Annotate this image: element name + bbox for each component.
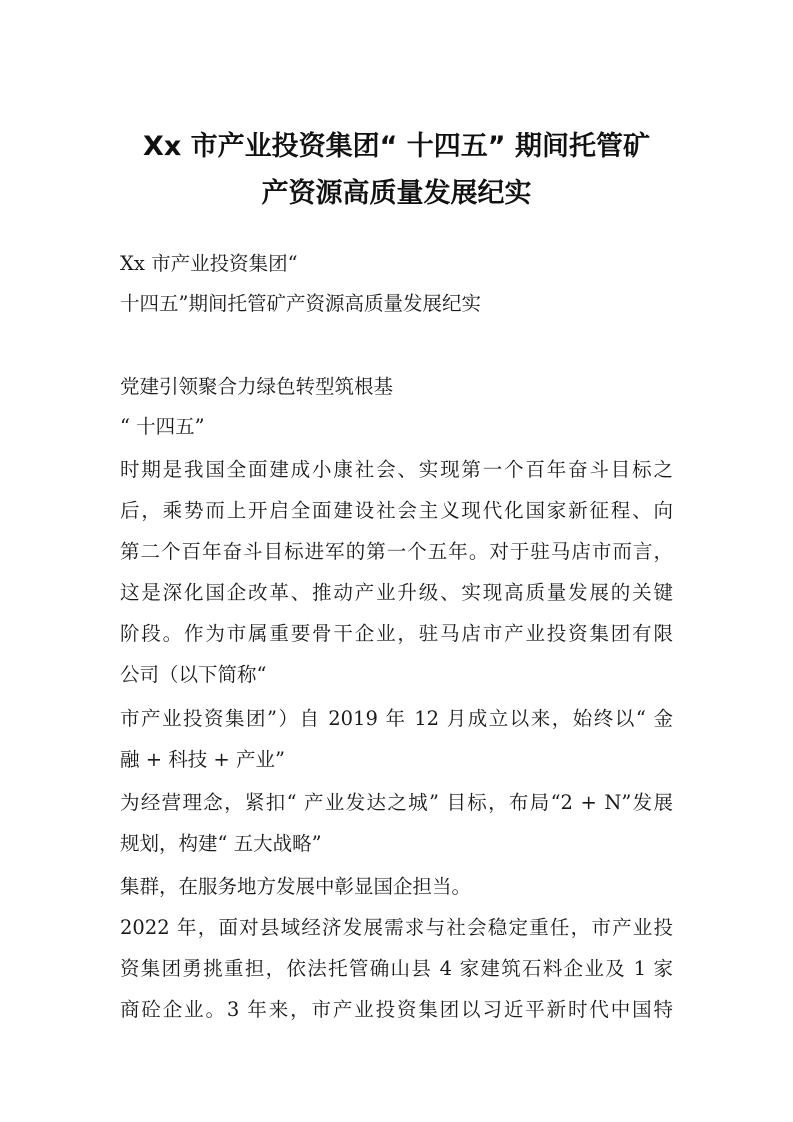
body-line: 阶段。作为市属重要骨干企业，驻马店市产业投资集团有限	[120, 622, 673, 645]
body-line: 为经营理念，紧扣“ 产业发达之城” 目标，布局“2 + N”发展	[120, 791, 673, 814]
body-line: 资集团勇挑重担，依法托管确山县 4 家建筑石料企业及 1 家	[120, 957, 673, 980]
subtitle-line-1: Xx 市产业投资集团“	[120, 252, 298, 275]
body-line: 市产业投资集团”）自 2019 年 12 月成立以来，始终以“ 金	[120, 707, 673, 730]
body-line: 2022 年，面对县域经济发展需求与社会稳定重任，市产业投	[120, 916, 673, 939]
body-line: 集群，在服务地方发展中彰显国企担当。	[120, 875, 472, 898]
body-line: 第二个百年奋斗目标进军的第一个五年。对于驻马店市而言，	[120, 540, 673, 563]
body-line: 时期是我国全面建成小康社会、实现第一个百年奋斗目标之	[120, 458, 673, 481]
body-line: 这是深化国企改革、推动产业升级、实现高质量发展的关键	[120, 581, 673, 604]
body-line: 后，乘势而上开启全面建设社会主义现代化国家新征程、向	[120, 499, 673, 522]
body-line: 公司（以下简称“	[120, 663, 267, 686]
subtitle-line-2: 十四五”期间托管矿产资源高质量发展纪实	[120, 292, 481, 315]
document-title-line-1: Xx 市产业投资集团“ 十四五” 期间托管矿	[143, 131, 650, 162]
body-line: 融 + 科技 + 产业”	[120, 748, 285, 771]
section-heading: 党建引领聚合力绿色转型筑根基	[120, 375, 394, 398]
body-line: 规划，构建“ 五大战略”	[120, 832, 322, 855]
document-title-line-2: 产资源高质量发展纪实	[261, 178, 532, 209]
body-line: “ 十四五”	[120, 415, 205, 438]
body-line: 商砼企业。3 年来，市产业投资集团以习近平新时代中国特	[120, 998, 673, 1021]
